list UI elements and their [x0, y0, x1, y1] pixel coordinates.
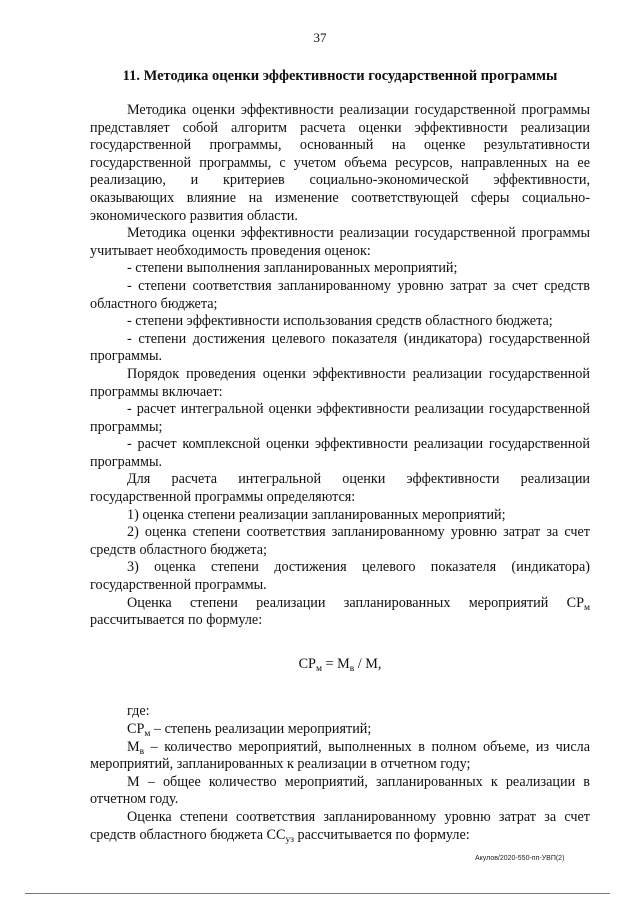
list-item: - расчет интегральной оценки эффективности реализации государственной программы;	[90, 401, 590, 435]
list-item: - степени достижения целевого показателя (индикатора) государственной программы.	[90, 330, 590, 365]
list-item: - расчет комплексной оценки эффективности реализации государственной программы.	[90, 436, 590, 470]
list-item: 2) оценка степени соответствия запланированному уровню затрат за счет средств областного бюджета;	[90, 524, 590, 558]
definition-text: – количество мероприятий, выполненных в полном объеме, из числа мероприятий, запланированных к реализации в отчетном году;	[90, 738, 590, 773]
page-number: 37	[313, 30, 327, 45]
closing-subscript: уз	[285, 834, 294, 845]
formula-intro	[90, 595, 590, 630]
formula-intro-subscript: м	[583, 602, 590, 613]
formula-rhs: / М,	[354, 655, 382, 672]
section-heading: 11. Методика оценки эффективности государственной программы	[122, 68, 558, 84]
formula-mid: = М	[321, 655, 350, 672]
where-label: где:	[127, 703, 150, 720]
closing-paragraph	[90, 809, 590, 844]
page-edge-line	[25, 893, 610, 894]
closing-tail: рассчитывается по формуле:	[293, 826, 470, 843]
definition	[90, 721, 590, 739]
formula-lhs: СР	[298, 655, 316, 672]
definition-symbol: СР	[127, 721, 145, 737]
definition-subscript: м	[144, 729, 151, 739]
paragraph: Методика оценки эффективности реализации государственной программы представляет собой алгоритм расчета оценки эффективности реализации государственной программы, основанный на оценке результативности государственной программы, с учетом объема ресурсов, направленных на ее реализацию, и критериев социально-экономической эффективности, оказывающих влияние на изменение соответствующей сферы социально-экономического развития области.	[90, 102, 590, 224]
formula-mid-subscript: в	[349, 663, 355, 674]
definition	[90, 739, 590, 774]
list-item: - степени эффективности использования средств областного бюджета;	[127, 313, 553, 330]
paragraph: Порядок проведения оценки эффективности реализации государственной программы включает:	[90, 365, 590, 400]
definition-subscript: в	[139, 746, 145, 757]
list-item: 3) оценка степени достижения целевого показателя (индикатора) государственной программы.	[90, 559, 590, 594]
paragraph: Методика оценки эффективности реализации государственной программы учитывает необходимость проведения оценок:	[90, 225, 590, 259]
definition-symbol: М	[127, 738, 140, 755]
closing-text: Оценка степени соответствия запланированному уровню затрат за счет средств областного бюджета СС	[90, 808, 590, 843]
definition-text: – степень реализации мероприятий;	[150, 721, 372, 737]
formula	[90, 656, 590, 674]
definition-symbol: М	[127, 773, 140, 790]
list-item: - степени соответствия запланированному уровню затрат за счет средств областного бюджета;	[90, 277, 590, 312]
definition	[90, 774, 590, 809]
document-code: Акулов/2020-550-пп-УВП(2)	[475, 855, 565, 862]
formula-intro-text: Оценка степени реализации запланированных мероприятий СР	[127, 594, 584, 611]
formula-intro-tail: рассчитывается по формуле:	[90, 612, 263, 629]
list-item: - степени выполнения запланированных мероприятий;	[127, 260, 458, 277]
paragraph: Для расчета интегральной оценки эффективности реализации государственной программы определяются:	[90, 471, 590, 506]
definition-text: – общее количество мероприятий, запланированных к реализации в отчетном году.	[90, 773, 590, 808]
document-body	[90, 102, 590, 844]
formula-lhs-subscript: м	[315, 663, 322, 674]
list-item: 1) оценка степени реализации запланированных мероприятий;	[127, 506, 506, 523]
